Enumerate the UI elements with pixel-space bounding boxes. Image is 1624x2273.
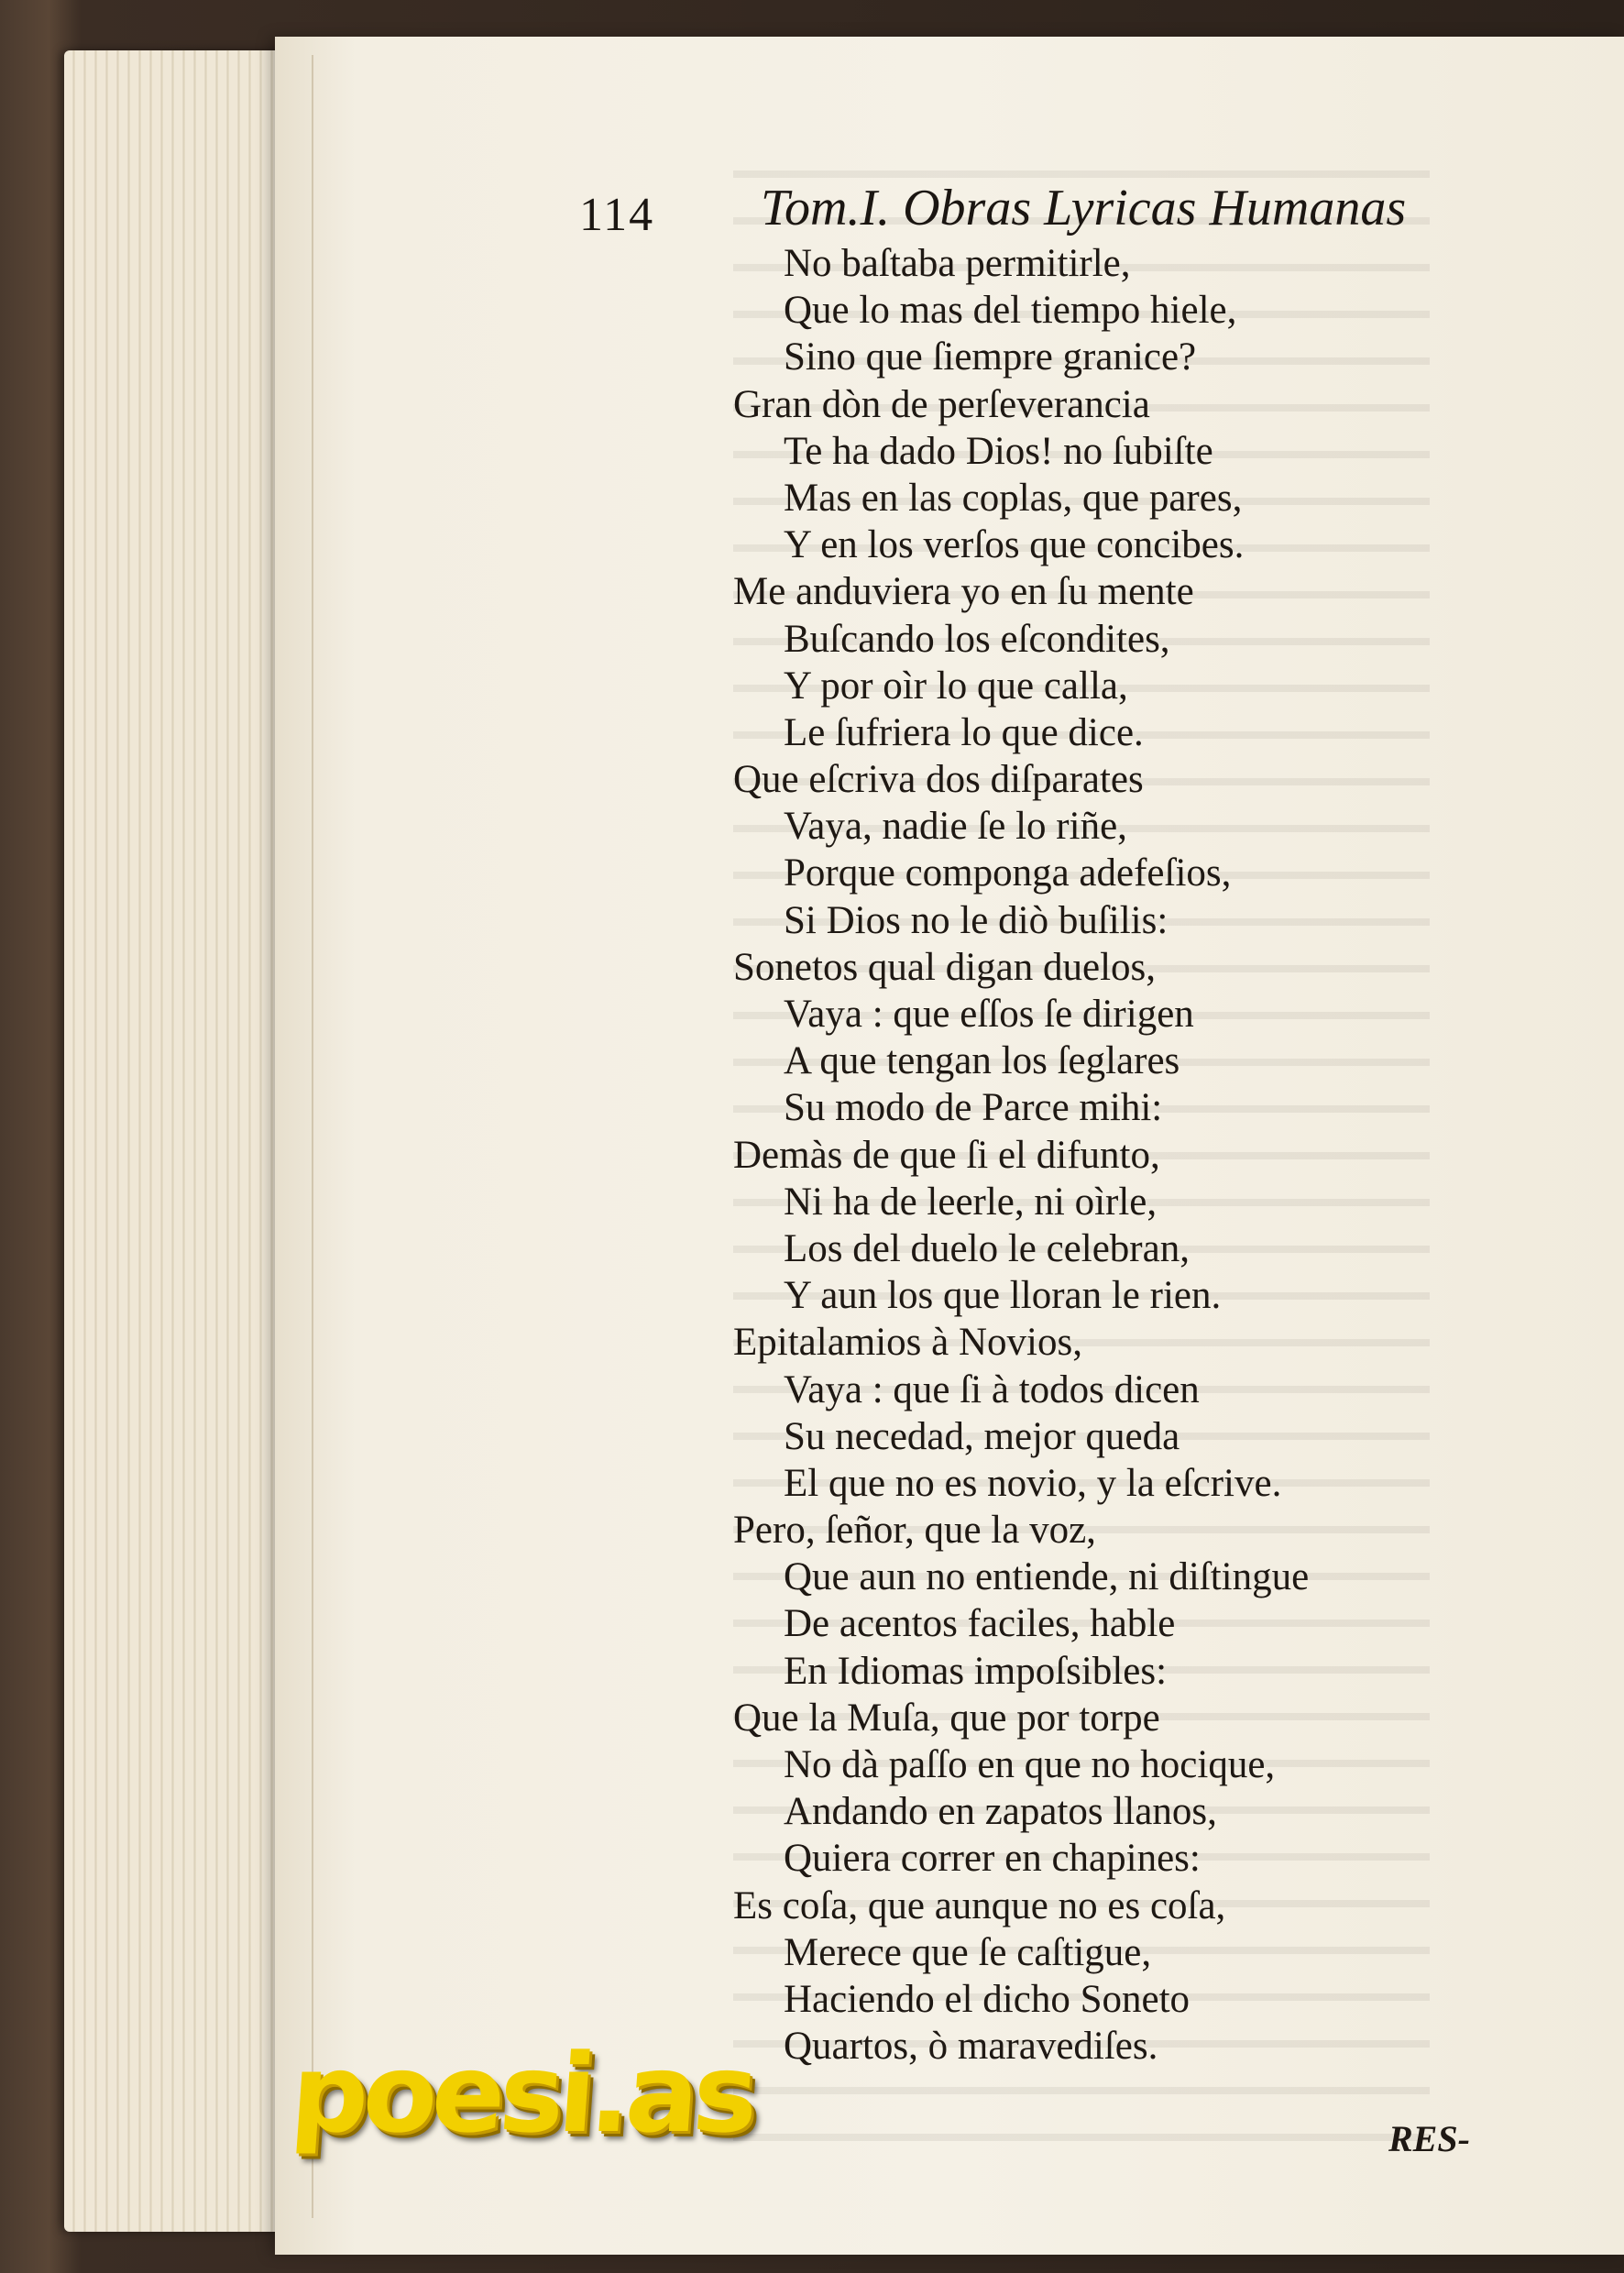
poem-line: Y por oìr lo que calla, (784, 664, 1128, 708)
running-title: Tom.I. Obras Lyricas Humanas (761, 180, 1407, 236)
poem-line: A que tengan los ſeglares (784, 1039, 1180, 1083)
page-edges (64, 50, 302, 2232)
poem-text (733, 240, 1466, 2070)
poem-line: Vaya : que ſi à todos dicen (784, 1367, 1200, 1411)
poem-line: Es coſa, que aunque no es coſa, (733, 1883, 1226, 1927)
poem-line: Pero, ſeñor, que la voz, (733, 1509, 1096, 1553)
poem-line: Te ha dado Dios! no ſubiſte (784, 429, 1213, 473)
poem-line: Que lo mas del tiempo hiele, (784, 289, 1237, 333)
poem-line: Y aun los que lloran le rien. (784, 1274, 1222, 1318)
poem-line: Merece que ſe caſtigue, (784, 1930, 1152, 1974)
poem-line: Que la Muſa, que por torpe (733, 1696, 1160, 1740)
poem-line: Los del duelo le celebran, (784, 1226, 1190, 1270)
poem-line: Mas en las coplas, que pares, (784, 476, 1243, 520)
poem-line: Sonetos qual digan duelos, (733, 945, 1157, 989)
poem-line: En Idiomas impoſsibles: (784, 1649, 1168, 1693)
poem-line: Vaya : que eſſos ſe dirigen (784, 993, 1194, 1036)
poem-line: Vaya, nadie ſe lo riñe, (784, 805, 1127, 849)
poem-line: Su necedad, mejor queda (784, 1414, 1180, 1458)
poem-line: Que aun no entiende, ni diſtingue (784, 1555, 1310, 1599)
poem-line: Sino que ſiempre granice? (784, 335, 1197, 379)
poem-line: Andando en zapatos llanos, (784, 1790, 1217, 1834)
poem-line: Y en los verſos que concibes. (784, 523, 1245, 567)
catchword: RES- (1388, 2118, 1470, 2159)
poem-line: No dà paſſo en que no hocique, (784, 1743, 1276, 1786)
poem-line: No baſtaba permitirle, (784, 242, 1131, 285)
poem-line: Epitalamios à Novios, (733, 1321, 1082, 1365)
poem-line: Ni ha de leerle, ni oìrle, (784, 1180, 1158, 1224)
watermark-logo: poesi.as (287, 2030, 757, 2157)
page-header (0, 179, 1624, 243)
poem-line: Gran dòn de perſeverancia (733, 382, 1150, 426)
poem-line: Le ſufriera lo que dice. (784, 710, 1144, 754)
poem-line: Si Dios no le diò buſilis: (784, 898, 1169, 942)
poem-line: Porque componga adefeſios, (784, 851, 1232, 895)
page-number: 114 (579, 189, 655, 241)
poem-line: Haciendo el dicho Soneto (784, 1977, 1191, 2021)
poem-line: De acentos faciles, hable (784, 1602, 1176, 1646)
poem-line: Buſcando los eſcondites, (784, 617, 1170, 661)
poem-line: El que no es novio, y la eſcrive. (784, 1461, 1282, 1505)
page-gutter (312, 55, 313, 2218)
poem-line: Me anduviera yo en ſu mente (733, 570, 1194, 614)
poem-line: Que eſcriva dos diſparates (733, 758, 1144, 802)
poem-line: Demàs de que ſi el difunto, (733, 1133, 1160, 1177)
poem-line: Quartos, ò maravediſes. (784, 2025, 1158, 2069)
poem-line: Quiera correr en chapines: (784, 1837, 1201, 1881)
poem-line: Su modo de Parce mihi: (784, 1086, 1163, 1130)
